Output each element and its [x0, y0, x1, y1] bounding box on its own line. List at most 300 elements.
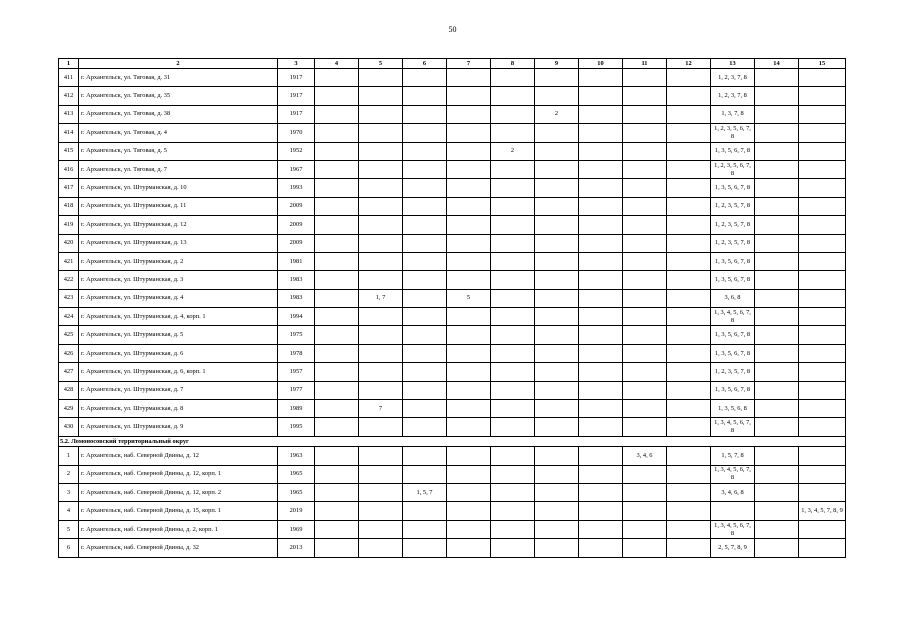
cell-c8	[491, 539, 535, 557]
cell-c11	[623, 484, 667, 502]
cell-c10	[579, 289, 623, 307]
table-row	[59, 289, 846, 307]
cell-c5	[359, 160, 403, 178]
cell-c8	[491, 271, 535, 289]
cell-c6	[403, 502, 447, 520]
cell-c6	[403, 465, 447, 483]
cell-c4	[315, 381, 359, 399]
cell-c9	[535, 87, 579, 105]
cell-c14	[755, 289, 799, 307]
table-row	[59, 520, 846, 538]
cell-c4	[315, 179, 359, 197]
cell-c9	[535, 142, 579, 160]
cell-n: 413	[59, 105, 79, 123]
cell-c12	[667, 418, 711, 436]
column-header: 12	[667, 59, 711, 69]
cell-c10	[579, 105, 623, 123]
cell-c14	[755, 326, 799, 344]
cell-c9	[535, 124, 579, 142]
cell-c8	[491, 344, 535, 362]
cell-year: 1917	[278, 87, 315, 105]
cell-c12	[667, 326, 711, 344]
cell-c10	[579, 484, 623, 502]
cell-c4	[315, 124, 359, 142]
cell-c12	[667, 216, 711, 234]
cell-c7	[447, 87, 491, 105]
cell-c11	[623, 344, 667, 362]
cell-addr: г. Архангельск, наб. Северной Двины, д. 15, корп. 1	[79, 502, 278, 520]
cell-c8	[491, 69, 535, 87]
cell-c8	[491, 308, 535, 326]
cell-c6	[403, 87, 447, 105]
cell-c5	[359, 520, 403, 538]
cell-c8	[491, 484, 535, 502]
cell-c11	[623, 289, 667, 307]
cell-c9	[535, 400, 579, 418]
cell-c15	[799, 197, 846, 215]
cell-c7	[447, 363, 491, 381]
cell-c8	[491, 216, 535, 234]
cell-c13: 1, 2, 3, 5, 7, 8	[711, 216, 755, 234]
cell-year: 2009	[278, 216, 315, 234]
cell-c4	[315, 142, 359, 160]
table-row	[59, 465, 846, 483]
cell-c12	[667, 308, 711, 326]
cell-c8	[491, 400, 535, 418]
cell-c11	[623, 271, 667, 289]
table-row	[59, 160, 846, 178]
cell-c13: 3, 6, 8	[711, 289, 755, 307]
cell-addr: г. Архангельск, наб. Северной Двины, д. 2, корп. 1	[79, 520, 278, 538]
cell-c15: 1, 3, 4, 5, 7, 8, 9	[799, 502, 846, 520]
cell-c8: 2	[491, 142, 535, 160]
cell-c14	[755, 124, 799, 142]
page-number: 50	[448, 25, 457, 34]
cell-c14	[755, 520, 799, 538]
cell-c10	[579, 381, 623, 399]
cell-c5	[359, 363, 403, 381]
cell-c14	[755, 234, 799, 252]
cell-c7	[447, 69, 491, 87]
cell-c14	[755, 160, 799, 178]
cell-n: 425	[59, 326, 79, 344]
cell-c4	[315, 363, 359, 381]
cell-c12	[667, 252, 711, 270]
cell-c10	[579, 271, 623, 289]
cell-c13: 1, 3, 4, 5, 6, 7, 8	[711, 465, 755, 483]
cell-c10	[579, 142, 623, 160]
cell-addr: г. Архангельск, наб. Северной Двины, д. 12, корп. 1	[79, 465, 278, 483]
cell-c8	[491, 105, 535, 123]
cell-addr: г. Архангельск, наб. Северной Двины, д. 12	[79, 447, 278, 465]
cell-c14	[755, 308, 799, 326]
cell-c15	[799, 271, 846, 289]
cell-c9	[535, 289, 579, 307]
cell-c11	[623, 216, 667, 234]
cell-c10	[579, 418, 623, 436]
cell-addr: г. Архангельск, ул. Штурманская, д. 5	[79, 326, 278, 344]
buildings-table	[58, 58, 846, 558]
cell-n: 428	[59, 381, 79, 399]
cell-c10	[579, 69, 623, 87]
cell-c9	[535, 520, 579, 538]
cell-year: 1989	[278, 400, 315, 418]
cell-c12	[667, 197, 711, 215]
cell-c15	[799, 105, 846, 123]
cell-c5	[359, 216, 403, 234]
cell-year: 1969	[278, 520, 315, 538]
cell-c13: 1, 3, 5, 6, 7, 8	[711, 381, 755, 399]
cell-c10	[579, 87, 623, 105]
cell-n: 419	[59, 216, 79, 234]
cell-n: 422	[59, 271, 79, 289]
cell-c10	[579, 124, 623, 142]
cell-c7: 5	[447, 289, 491, 307]
cell-c15	[799, 418, 846, 436]
cell-year: 1983	[278, 271, 315, 289]
cell-c6	[403, 520, 447, 538]
cell-c4	[315, 484, 359, 502]
cell-c7	[447, 105, 491, 123]
cell-c15	[799, 344, 846, 362]
cell-c15	[799, 289, 846, 307]
table-row	[59, 400, 846, 418]
cell-c5	[359, 539, 403, 557]
cell-c5	[359, 271, 403, 289]
cell-c4	[315, 539, 359, 557]
cell-c6	[403, 271, 447, 289]
column-header: 2	[79, 59, 278, 69]
cell-c7	[447, 326, 491, 344]
cell-c13: 1, 2, 3, 5, 6, 7, 8	[711, 124, 755, 142]
cell-n: 423	[59, 289, 79, 307]
cell-c6	[403, 326, 447, 344]
cell-addr: г. Архангельск, ул. Штурманская, д. 6, корп. 1	[79, 363, 278, 381]
cell-c7	[447, 447, 491, 465]
cell-c8	[491, 197, 535, 215]
cell-c7	[447, 179, 491, 197]
cell-c9	[535, 344, 579, 362]
cell-addr: г. Архангельск, ул. Штурманская, д. 4, корп. 1	[79, 308, 278, 326]
cell-n: 4	[59, 502, 79, 520]
cell-addr: г. Архангельск, ул. Штурманская, д. 4	[79, 289, 278, 307]
cell-c10	[579, 234, 623, 252]
column-header: 1	[59, 59, 79, 69]
cell-c9	[535, 252, 579, 270]
cell-c11	[623, 124, 667, 142]
cell-c14	[755, 271, 799, 289]
cell-n: 416	[59, 160, 79, 178]
cell-n: 417	[59, 179, 79, 197]
cell-c13: 1, 3, 4, 5, 6, 7, 8	[711, 520, 755, 538]
cell-c8	[491, 234, 535, 252]
cell-c6	[403, 539, 447, 557]
cell-c9	[535, 69, 579, 87]
column-header: 6	[403, 59, 447, 69]
cell-c12	[667, 381, 711, 399]
cell-c8	[491, 326, 535, 344]
column-header: 5	[359, 59, 403, 69]
cell-c15	[799, 179, 846, 197]
cell-n: 430	[59, 418, 79, 436]
cell-c6	[403, 400, 447, 418]
table-row	[59, 308, 846, 326]
cell-c9: 2	[535, 105, 579, 123]
table-row	[59, 124, 846, 142]
cell-c12	[667, 124, 711, 142]
cell-c12	[667, 484, 711, 502]
cell-c14	[755, 363, 799, 381]
cell-c12	[667, 69, 711, 87]
cell-n: 426	[59, 344, 79, 362]
cell-c14	[755, 484, 799, 502]
cell-c4	[315, 160, 359, 178]
cell-c12	[667, 447, 711, 465]
cell-c7	[447, 124, 491, 142]
table-row	[59, 271, 846, 289]
cell-c15	[799, 308, 846, 326]
cell-c12	[667, 179, 711, 197]
cell-c8	[491, 252, 535, 270]
cell-c14	[755, 539, 799, 557]
cell-year: 1983	[278, 289, 315, 307]
cell-c14	[755, 447, 799, 465]
cell-c6	[403, 344, 447, 362]
cell-c13: 1, 3, 4, 5, 6, 7, 8	[711, 418, 755, 436]
cell-c15	[799, 400, 846, 418]
cell-n: 1	[59, 447, 79, 465]
cell-c6	[403, 363, 447, 381]
cell-c6	[403, 289, 447, 307]
cell-c15	[799, 363, 846, 381]
cell-c15	[799, 252, 846, 270]
cell-addr: г. Архангельск, ул. Тяговая, д. 7	[79, 160, 278, 178]
cell-c4	[315, 87, 359, 105]
cell-c11	[623, 105, 667, 123]
cell-c4	[315, 289, 359, 307]
cell-c13: 1, 3, 5, 6, 8	[711, 400, 755, 418]
cell-c6	[403, 142, 447, 160]
cell-c7	[447, 216, 491, 234]
cell-c5	[359, 87, 403, 105]
cell-c7	[447, 271, 491, 289]
column-header: 13	[711, 59, 755, 69]
cell-c11	[623, 87, 667, 105]
cell-c7	[447, 418, 491, 436]
cell-c15	[799, 124, 846, 142]
cell-c13	[711, 502, 755, 520]
cell-c6	[403, 216, 447, 234]
cell-c9	[535, 179, 579, 197]
cell-c9	[535, 197, 579, 215]
cell-c8	[491, 179, 535, 197]
cell-c5	[359, 124, 403, 142]
cell-c10	[579, 520, 623, 538]
cell-c11	[623, 418, 667, 436]
cell-c4	[315, 400, 359, 418]
cell-year: 1917	[278, 105, 315, 123]
table-row	[59, 363, 846, 381]
cell-c6	[403, 197, 447, 215]
cell-c10	[579, 447, 623, 465]
cell-c6	[403, 160, 447, 178]
cell-c12	[667, 465, 711, 483]
cell-c5	[359, 381, 403, 399]
cell-c13: 1, 2, 3, 5, 7, 8	[711, 197, 755, 215]
cell-c7	[447, 400, 491, 418]
cell-c6	[403, 308, 447, 326]
cell-c4	[315, 447, 359, 465]
cell-c12	[667, 105, 711, 123]
cell-addr: г. Архангельск, ул. Штурманская, д. 11	[79, 197, 278, 215]
cell-c5	[359, 142, 403, 160]
cell-c15	[799, 326, 846, 344]
cell-c7	[447, 381, 491, 399]
column-header: 10	[579, 59, 623, 69]
table-row	[59, 344, 846, 362]
cell-c14	[755, 418, 799, 436]
cell-c5	[359, 447, 403, 465]
cell-c6	[403, 381, 447, 399]
cell-c11	[623, 69, 667, 87]
cell-c11	[623, 400, 667, 418]
cell-c11	[623, 465, 667, 483]
cell-c12	[667, 363, 711, 381]
cell-n: 412	[59, 87, 79, 105]
cell-c12	[667, 539, 711, 557]
cell-c12	[667, 520, 711, 538]
cell-c14	[755, 252, 799, 270]
cell-c9	[535, 326, 579, 344]
cell-c6: 1, 5, 7	[403, 484, 447, 502]
cell-n: 411	[59, 69, 79, 87]
cell-c4	[315, 216, 359, 234]
cell-c6	[403, 252, 447, 270]
cell-c15	[799, 465, 846, 483]
table-row	[59, 418, 846, 436]
cell-c7	[447, 465, 491, 483]
column-header: 14	[755, 59, 799, 69]
cell-c7	[447, 344, 491, 362]
cell-n: 2	[59, 465, 79, 483]
cell-c12	[667, 289, 711, 307]
cell-c15	[799, 216, 846, 234]
cell-c11	[623, 160, 667, 178]
cell-addr: г. Архангельск, ул. Штурманская, д. 2	[79, 252, 278, 270]
table-row	[59, 381, 846, 399]
cell-c15	[799, 539, 846, 557]
cell-c13: 2, 5, 7, 8, 9	[711, 539, 755, 557]
cell-c14	[755, 105, 799, 123]
cell-c5	[359, 252, 403, 270]
cell-c10	[579, 539, 623, 557]
cell-c7	[447, 520, 491, 538]
table-row	[59, 447, 846, 465]
cell-c9	[535, 484, 579, 502]
table-row	[59, 105, 846, 123]
cell-c5	[359, 105, 403, 123]
cell-c6	[403, 234, 447, 252]
cell-year: 2013	[278, 539, 315, 557]
table-row	[59, 252, 846, 270]
cell-c8	[491, 87, 535, 105]
cell-c14	[755, 216, 799, 234]
cell-c13: 1, 3, 5, 6, 7, 8	[711, 179, 755, 197]
cell-c14	[755, 381, 799, 399]
column-header: 3	[278, 59, 315, 69]
cell-c5: 1, 7	[359, 289, 403, 307]
cell-c12	[667, 271, 711, 289]
cell-year: 1978	[278, 344, 315, 362]
column-header: 7	[447, 59, 491, 69]
cell-c10	[579, 252, 623, 270]
cell-c6	[403, 105, 447, 123]
cell-c12	[667, 87, 711, 105]
cell-c5	[359, 197, 403, 215]
cell-c11	[623, 308, 667, 326]
cell-c5	[359, 344, 403, 362]
column-header: 9	[535, 59, 579, 69]
cell-c9	[535, 234, 579, 252]
cell-c9	[535, 465, 579, 483]
cell-c13: 1, 3, 5, 6, 7, 8	[711, 271, 755, 289]
table-row	[59, 179, 846, 197]
cell-c8	[491, 465, 535, 483]
cell-c4	[315, 234, 359, 252]
column-header: 15	[799, 59, 846, 69]
cell-c5	[359, 502, 403, 520]
cell-c11	[623, 142, 667, 160]
cell-addr: г. Архангельск, ул. Штурманская, д. 7	[79, 381, 278, 399]
cell-c8	[491, 363, 535, 381]
cell-addr: г. Архангельск, ул. Тяговая, д. 35	[79, 87, 278, 105]
cell-c14	[755, 179, 799, 197]
cell-c8	[491, 447, 535, 465]
cell-n: 414	[59, 124, 79, 142]
cell-c5	[359, 234, 403, 252]
cell-addr: г. Архангельск, ул. Тяговая, д. 38	[79, 105, 278, 123]
cell-c11	[623, 381, 667, 399]
cell-c10	[579, 179, 623, 197]
cell-c9	[535, 381, 579, 399]
cell-c11	[623, 539, 667, 557]
cell-c14	[755, 142, 799, 160]
cell-c15	[799, 381, 846, 399]
cell-n: 418	[59, 197, 79, 215]
cell-c15	[799, 142, 846, 160]
cell-c9	[535, 160, 579, 178]
cell-c14	[755, 400, 799, 418]
cell-year: 1967	[278, 160, 315, 178]
cell-c13: 3, 4, 6, 8	[711, 484, 755, 502]
cell-year: 1952	[278, 142, 315, 160]
cell-c10	[579, 160, 623, 178]
cell-c5	[359, 484, 403, 502]
cell-c13: 1, 3, 5, 6, 7, 8	[711, 142, 755, 160]
section-title: 5.2. Ломоносовский территориальный округ	[59, 436, 846, 447]
table-row	[59, 484, 846, 502]
cell-c6	[403, 124, 447, 142]
cell-c9	[535, 363, 579, 381]
cell-c8	[491, 418, 535, 436]
cell-c11	[623, 502, 667, 520]
cell-c10	[579, 197, 623, 215]
cell-c10	[579, 216, 623, 234]
cell-addr: г. Архангельск, ул. Штурманская, д. 3	[79, 271, 278, 289]
cell-c5	[359, 418, 403, 436]
cell-c4	[315, 271, 359, 289]
cell-c7	[447, 197, 491, 215]
